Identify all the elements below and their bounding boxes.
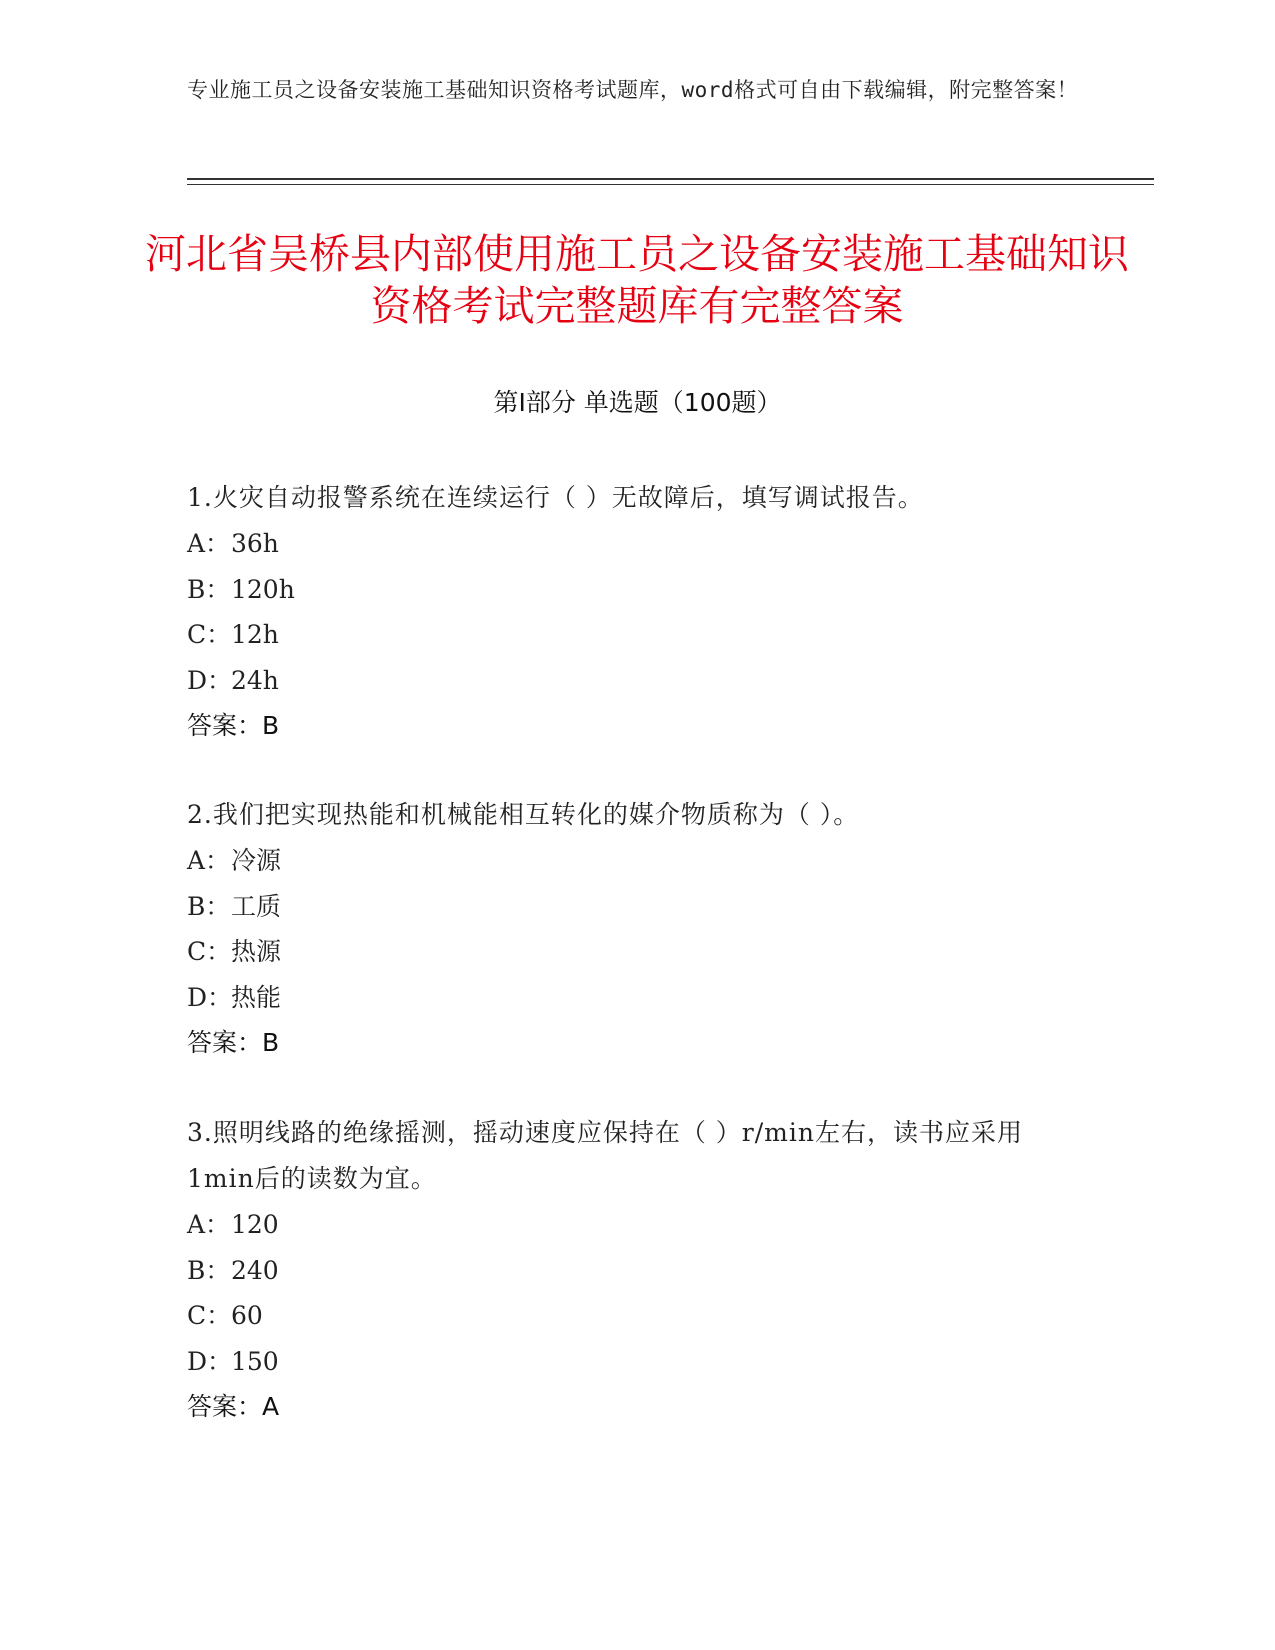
option-c	[187, 1293, 1087, 1339]
option-letter: D：	[187, 1346, 233, 1376]
option-letter: C：	[187, 937, 232, 966]
option-text: 热能	[231, 982, 282, 1012]
option-letter: D：	[187, 982, 233, 1012]
option-letter: B：	[187, 574, 231, 604]
option-letter: A：	[187, 846, 231, 875]
option-a	[187, 1202, 1087, 1248]
option-b	[187, 567, 1087, 613]
option-a	[187, 838, 1087, 884]
option-d	[187, 658, 1087, 704]
header-divider-thick	[187, 178, 1154, 180]
option-b	[187, 1248, 1087, 1294]
document-title: 河北省吴桥县内部使用施工员之设备安装施工基础知识资格考试完整题库有完整答案	[145, 230, 1129, 330]
answer-line: 答案：A	[187, 1392, 280, 1421]
question-stem: 1.火灾自动报警系统在连续运行（ ）无故障后，填写调试报告。	[187, 483, 924, 512]
question-stem: 3.照明线路的绝缘摇测，摇动速度应保持在（ ）r/min左右，读书应采用1min后的读数为宜。	[187, 1118, 1023, 1193]
option-letter: D：	[187, 665, 233, 695]
section-heading: 第Ⅰ部分 单选题（100题）	[493, 388, 782, 417]
option-text: 工质	[231, 891, 282, 921]
option-text: 冷源	[231, 846, 282, 875]
question-3	[187, 1110, 1087, 1430]
header-note: 专业施工员之设备安装施工基础知识资格考试题库，word格式可自由下载编辑，附完整答案！	[187, 78, 1079, 102]
header-divider-thin	[187, 184, 1154, 185]
option-letter: A：	[187, 1210, 231, 1239]
option-text: 热源	[231, 937, 282, 966]
option-a	[187, 521, 1087, 567]
option-text: 60	[231, 1301, 263, 1330]
option-text: 12h	[231, 620, 279, 649]
option-text: 150	[231, 1346, 279, 1376]
question-stem: 2.我们把实现热能和机械能相互转化的媒介物质称为（ ）。	[187, 800, 860, 829]
option-letter: B：	[187, 891, 231, 921]
option-text: 120	[231, 1210, 279, 1239]
answer-line: 答案：B	[187, 711, 280, 740]
option-d	[187, 975, 1087, 1021]
question-2	[187, 792, 1087, 1066]
option-letter: B：	[187, 1255, 231, 1285]
option-letter: C：	[187, 1301, 232, 1330]
option-text: 36h	[231, 529, 279, 558]
option-b	[187, 884, 1087, 930]
question-1	[187, 475, 1087, 749]
option-d	[187, 1339, 1087, 1385]
option-text: 120h	[231, 574, 295, 604]
option-c	[187, 929, 1087, 975]
option-letter: C：	[187, 620, 232, 649]
option-text: 240	[231, 1255, 279, 1285]
answer-line: 答案：B	[187, 1028, 280, 1057]
option-c	[187, 612, 1087, 658]
option-letter: A：	[187, 529, 231, 558]
option-text: 24h	[231, 665, 279, 695]
